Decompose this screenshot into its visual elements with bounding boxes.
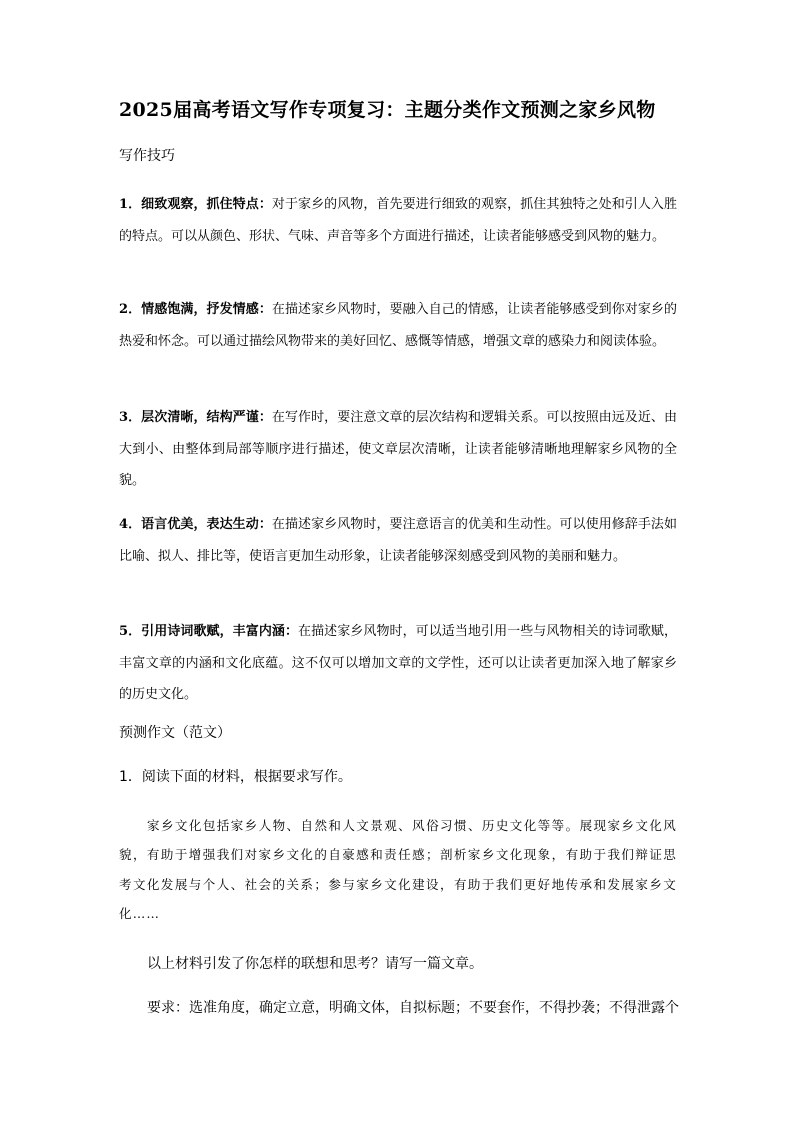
tip-paragraph-5 (119, 616, 677, 711)
tip-lead-1: 1．细致观察，抓住特点： (119, 197, 272, 212)
tip-paragraph-1 (119, 189, 677, 252)
material-passage: 家乡文化包括家乡人物、自然和人文景观、风俗习惯、历史文化等等。展现家乡文化风貌，有助于增强我们对家乡文化的自豪感和责任感；剖析家乡文化现象，有助于我们辩证思考文化发展与个人、社会的关系；参与家乡文化建设，有助于我们更好地传承和发展家乡文化…… (119, 818, 677, 921)
tip-lead-3: 3．层次清晰，结构严谨： (119, 410, 272, 425)
tip-lead-2: 2．情感饱满，抒发情感： (119, 302, 272, 317)
tip-lead-5: 5．引用诗词歌赋，丰富内涵： (119, 624, 299, 639)
tip-text-2: 在描述家乡风物时，要融入自己的情感，让读者能够感受到你对家乡的热爱和怀念。可以通过描绘风物带来的美好回忆、感慨等情感，增强文章的感染力和阅读体验。 (119, 302, 677, 349)
writing-prompt: 以上材料引发了你怎样的联想和思考？请写一篇文章。 (147, 956, 483, 972)
section-heading-writing-skills: 写作技巧 (119, 148, 175, 164)
document-title: 2025届高考语文写作专项复习：主题分类作文预测之家乡风物 (119, 99, 656, 121)
section-heading-prediction: 预测作文（范文） (119, 725, 231, 741)
tip-paragraph-4 (119, 509, 677, 572)
tip-text-4: 在描述家乡风物时，要注意语言的优美和生动性。可以使用修辞手法如比喻、拟人、排比等，使语言更加生动形象，让读者能够深刻感受到风物的美丽和魅力。 (119, 517, 677, 564)
writing-requirements: 要求：选准角度，确定立意，明确文体，自拟标题；不要套作，不得抄袭；不得泄露个 (147, 1000, 679, 1016)
question-intro: 1．阅读下面的材料，根据要求写作。 (119, 769, 352, 785)
tip-lead-4: 4．语言优美，表达生动： (119, 517, 272, 532)
tip-paragraph-2 (119, 294, 677, 357)
tip-text-5: 在描述家乡风物时，可以适当地引用一些与风物相关的诗词歌赋，丰富文章的内涵和文化底蕴。这不仅可以增加文章的文学性，还可以让读者更加深入地了解家乡的历史文化。 (119, 624, 677, 703)
tip-paragraph-3 (119, 402, 677, 497)
tip-text-1: 对于家乡的风物，首先要进行细致的观察，抓住其独特之处和引人入胜的特点。可以从颜色、形状、气味、声音等多个方面进行描述，让读者能够感受到风物的魅力。 (119, 197, 677, 244)
tip-text-3: 在写作时，要注意文章的层次结构和逻辑关系。可以按照由远及近、由大到小、由整体到局部等顺序进行描述，使文章层次清晰，让读者能够清晰地理解家乡风物的全貌。 (119, 410, 677, 489)
